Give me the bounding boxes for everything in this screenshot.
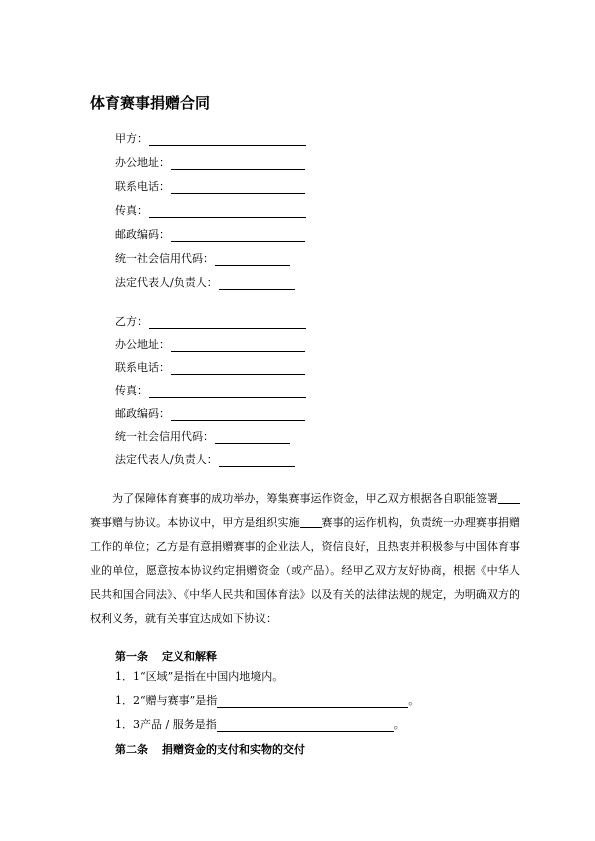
party-b-credit-code-field <box>115 428 290 444</box>
article-1-heading <box>115 648 217 664</box>
fill-in-line[interactable] <box>171 408 305 421</box>
article-title: 捐赠资金的支付和实物的交付 <box>162 743 305 756</box>
party-a-representative-field <box>115 274 295 290</box>
field-label: 法定代表人/负责人： <box>115 276 218 289</box>
party-a-credit-code-field <box>115 250 290 266</box>
clause-1-2 <box>115 692 419 708</box>
fill-in-line[interactable] <box>217 695 408 708</box>
fill-in-line[interactable] <box>217 719 394 732</box>
article-2-heading <box>115 741 305 757</box>
field-label: 统一社会信用代码： <box>115 430 214 443</box>
intro-paragraph <box>90 487 520 631</box>
article-number: 第二条 <box>115 743 148 756</box>
clause-end: 。 <box>408 694 420 707</box>
party-b-representative-field <box>115 451 295 467</box>
field-label: 法定代表人/负责人： <box>115 453 218 466</box>
fill-in-line[interactable] <box>215 253 290 266</box>
intro-text-3: 赛事的运作机构，负责统一办理赛事捐赠工作的单位；乙方是有意捐赠赛事的企业法人，资信良好，且热衷并积极参与中国体育事业的单位，愿意按本协议约定捐赠资金（或产品）。经甲乙双方友好协商，根据《中华人民共和国合同法》、《中华人民共和国体育法》以及有关的法律法规的规定，为明确双方的权利义务，就有关事宜达成如下协议： <box>90 516 521 625</box>
event-name-blank-1[interactable] <box>498 492 520 504</box>
clause-label: 1．3产品 / 服务是指 <box>115 718 217 731</box>
field-label: 甲方： <box>115 132 148 145</box>
party-a-name-field <box>115 130 306 146</box>
fill-in-line[interactable] <box>171 339 305 352</box>
clause-1-3 <box>115 716 405 732</box>
fill-in-line[interactable] <box>149 316 306 329</box>
fill-in-line[interactable] <box>171 157 305 170</box>
fill-in-line[interactable] <box>171 229 305 242</box>
clause-label: 1．2“赠与赛事”是指 <box>115 694 218 707</box>
field-label: 乙方： <box>115 315 148 328</box>
fill-in-line[interactable] <box>149 205 306 218</box>
fill-in-line[interactable] <box>171 181 305 194</box>
fill-in-line[interactable] <box>149 133 306 146</box>
intro-text-2: 赛事赠与协议。本协议中，甲方是组织实施 <box>90 516 300 529</box>
field-label: 联系电话： <box>115 180 170 193</box>
intro-text-1: 为了保障体育赛事的成功举办，筹集赛事运作资金，甲乙双方根据各自职能签署 <box>112 492 498 505</box>
fill-in-line[interactable] <box>219 277 295 290</box>
fill-in-line[interactable] <box>215 431 290 444</box>
fill-in-line[interactable] <box>171 362 305 375</box>
field-label: 传真： <box>115 204 148 217</box>
field-label: 办公地址： <box>115 156 170 169</box>
party-b-phone-field <box>115 359 305 375</box>
clause-end: 。 <box>393 718 405 731</box>
party-b-postcode-field <box>115 405 305 421</box>
party-a-fax-field <box>115 202 306 218</box>
field-label: 联系电话： <box>115 361 170 374</box>
party-a-phone-field <box>115 178 305 194</box>
party-b-address-field <box>115 336 305 352</box>
party-b-fax-field <box>115 382 306 398</box>
field-label: 办公地址： <box>115 338 170 351</box>
party-a-postcode-field <box>115 226 305 242</box>
party-b-name-field <box>115 313 306 329</box>
contract-title: 体育赛事捐赠合同 <box>90 94 211 112</box>
event-name-blank-2[interactable] <box>300 516 322 528</box>
field-label: 传真： <box>115 384 148 397</box>
article-title: 定义和解释 <box>162 650 217 663</box>
field-label: 邮政编码： <box>115 407 170 420</box>
fill-in-line[interactable] <box>149 385 306 398</box>
clause-1-1 <box>115 668 283 684</box>
party-a-address-field <box>115 154 305 170</box>
article-number: 第一条 <box>115 650 148 663</box>
field-label: 邮政编码： <box>115 228 170 241</box>
fill-in-line[interactable] <box>219 454 295 467</box>
clause-text: 1．1“区域”是指在中国内地境内。 <box>115 670 284 683</box>
field-label: 统一社会信用代码： <box>115 252 214 265</box>
